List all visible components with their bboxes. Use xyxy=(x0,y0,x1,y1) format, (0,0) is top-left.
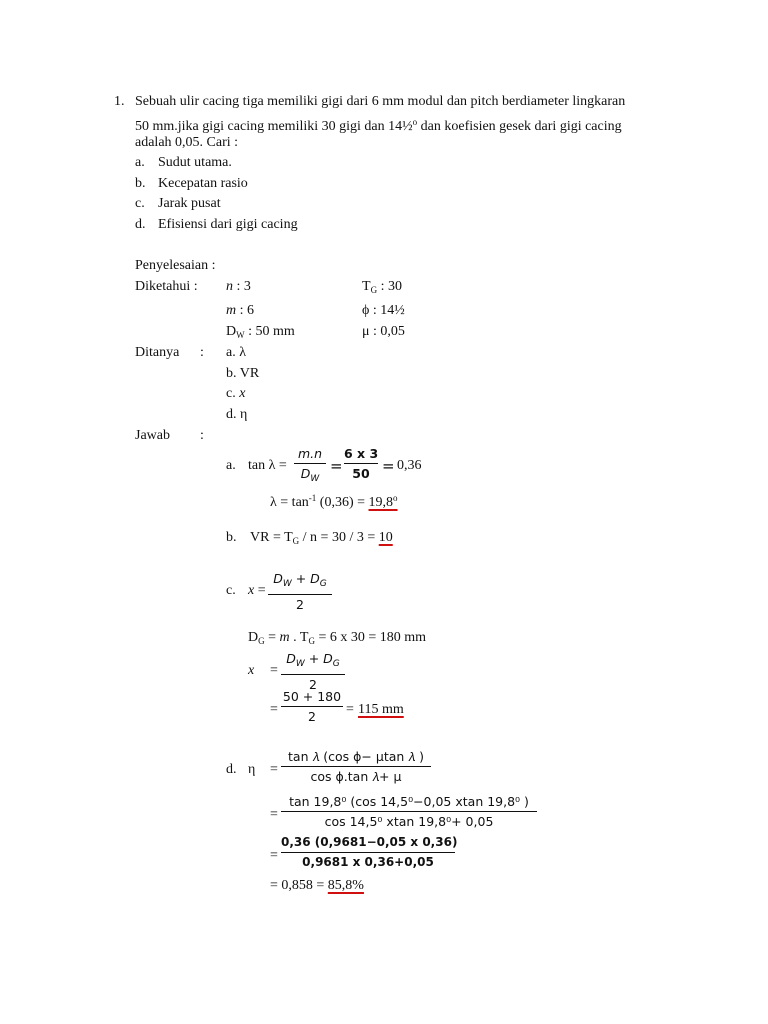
part-c-fraction: $D_W + D_G$ 2 xyxy=(268,570,332,613)
part-c-label: c. xyxy=(226,583,236,598)
asked-d: d. η xyxy=(226,407,248,422)
answer-colon: : xyxy=(200,428,204,443)
part-c-eq-2: = xyxy=(270,663,278,678)
part-a-result: 0,36 xyxy=(397,458,422,473)
given-n: n : 3 xyxy=(226,279,251,294)
given-m: m : 6 xyxy=(226,303,255,318)
question-item-b: b. Kecepatan rasio xyxy=(135,176,248,191)
answer-label: Jawab xyxy=(135,428,170,443)
part-d-label: d. xyxy=(226,762,237,777)
part-d-answer: 85,8% xyxy=(327,878,364,893)
part-d-eq-2: = xyxy=(270,807,278,822)
given-label: Diketahui : xyxy=(135,279,198,294)
part-a-eq: = xyxy=(330,457,343,475)
part-d-eq-1: = xyxy=(270,762,278,777)
part-c-fraction-3: 50 + 180 2 xyxy=(282,689,342,724)
part-a-line-2: $\lambda = \tan^{-1} (0,36) = 19,8^o$ xyxy=(270,493,398,510)
part-b-text: VR = $T_G / n = 30 / 3 = 10$ xyxy=(250,530,393,546)
part-c-answer: 115 mm xyxy=(358,702,404,717)
problem-line-1: Sebuah ulir cacing tiga memiliki gigi dari 6 mm modul dan pitch berdiameter lingkaran xyxy=(135,94,626,109)
asked-colon: : xyxy=(200,345,204,360)
asked-label: Ditanya xyxy=(135,345,180,360)
given-phi: ϕ : 14½ xyxy=(362,303,405,318)
part-d-final: = 0,858 = 85,8% xyxy=(270,878,364,893)
part-b-label: b. xyxy=(226,530,237,545)
asked-a: a. λ xyxy=(226,345,247,360)
part-d-fraction-2: tan 19,8⁰ (cos 14,5⁰−0,05 xtan 19,8⁰ ) cos 14,5⁰ xtan 19,8⁰+ 0,05 xyxy=(281,793,537,830)
part-a-lhs: tan λ = xyxy=(248,458,287,473)
problem-line-2: 50 mm.jika gigi cacing memiliki 30 gigi dan 14½$^o$ dan koefisien gesek dari gigi cacing xyxy=(135,117,622,134)
part-c-frac2-num: $D_W + D_G$ xyxy=(286,651,340,669)
part-d-eta: η xyxy=(248,762,256,777)
part-d-fraction-3: 0,36 (0,9681−0,05 x 0,36) 0,9681 x 0,36+0,05 xyxy=(281,835,458,869)
part-a-label: a. xyxy=(226,458,236,473)
part-b-answer: 10 xyxy=(378,530,393,545)
part-a-fraction-1: m.n $D_W$ xyxy=(294,445,326,488)
part-a-fraction-2: 6 x 3 50 xyxy=(344,446,379,481)
question-item-a: a. Sudut utama. xyxy=(135,155,232,170)
asked-c: c. x xyxy=(226,386,246,401)
question-item-c: c. Jarak pusat xyxy=(135,196,221,211)
part-c-eq-3: = xyxy=(270,702,278,717)
part-c-frac-num: $D_W + D_G$ xyxy=(273,571,327,589)
problem-line-3: adalah 0,05. Cari : xyxy=(135,135,239,150)
part-c-x2: x xyxy=(248,663,255,678)
part-c-eq-4: = xyxy=(346,702,354,717)
problem-number: 1. xyxy=(114,94,125,109)
part-d-fraction-1: tan 𝜆 (cos ϕ− μtan 𝜆 ) cos ϕ.tan 𝜆+ μ xyxy=(281,748,431,785)
part-c-dg-line: $D_G = m$ . $T_G = 6$ x 30 = 180 mm xyxy=(248,630,427,646)
given-tg: $T_G$ : 30 xyxy=(362,279,402,295)
asked-b: b. VR xyxy=(226,366,260,381)
part-c-fraction-2: $D_W + D_G$ 2 xyxy=(281,650,345,693)
given-mu: μ : 0,05 xyxy=(362,324,405,339)
part-a-eq-2: = xyxy=(382,457,395,475)
given-dw: $D_W$ : 50 mm xyxy=(226,324,295,340)
part-a-answer: 19,8$^o$ xyxy=(368,493,398,510)
part-c-lhs: x = xyxy=(248,583,266,598)
part-d-eq-3: = xyxy=(270,848,278,863)
solution-heading: Penyelesaian : xyxy=(135,258,216,273)
question-item-d: d. Efisiensi dari gigi cacing xyxy=(135,217,298,232)
